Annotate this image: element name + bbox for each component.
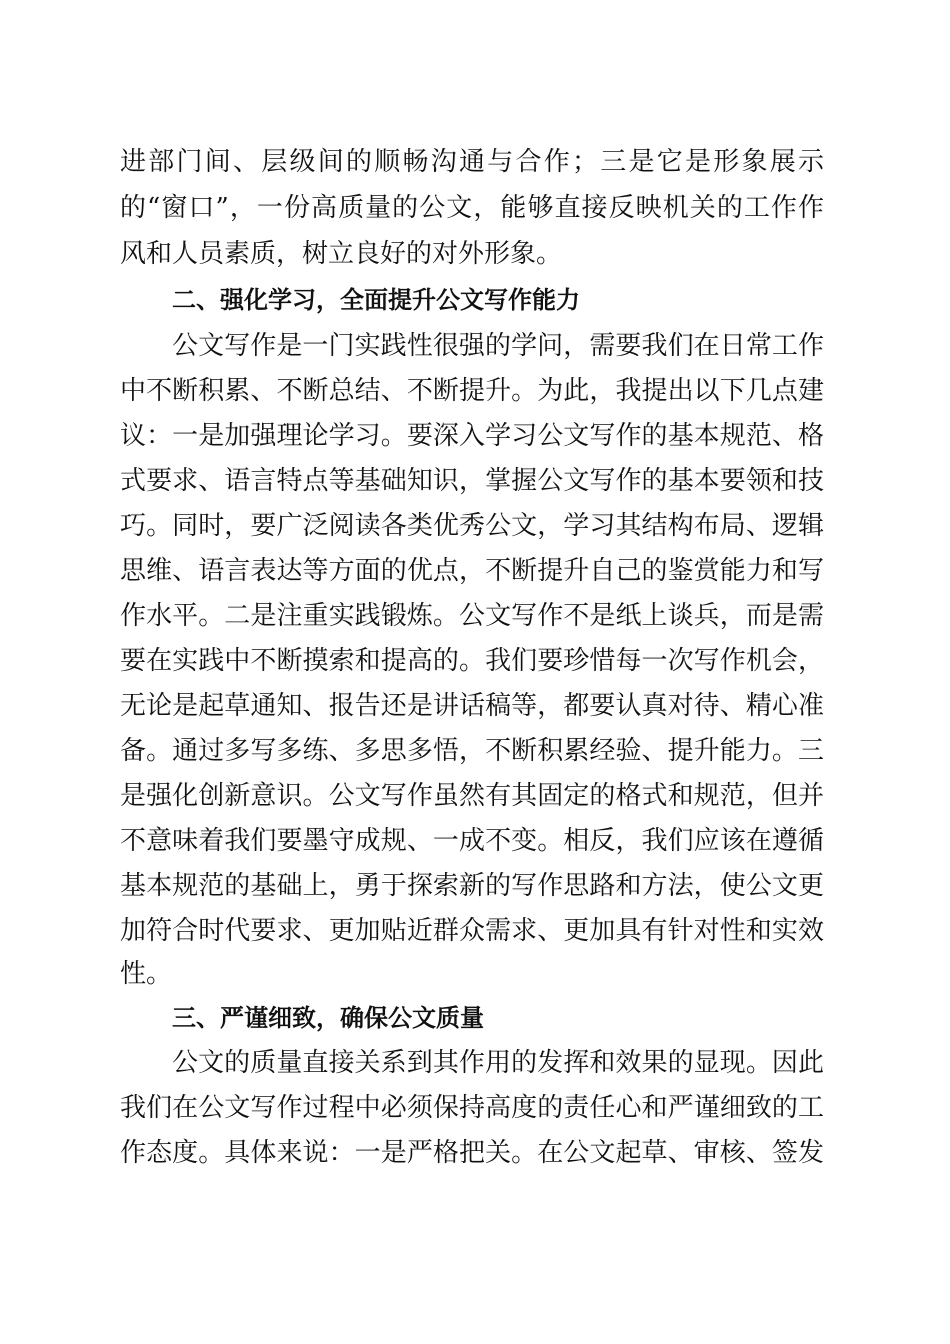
paragraph-line: 式要求、语言特点等基础知识，掌握公文写作的基本要领和技: [120, 466, 824, 496]
paragraph-line: 巧。同时，要广泛阅读各类优秀公文，学习其结构布局、逻辑: [120, 511, 824, 541]
paragraph-line: 不意味着我们要墨守成规、一成不变。相反，我们应该在遵循: [120, 826, 824, 856]
paragraph-line: 性。: [120, 959, 173, 989]
paragraph-line: 议：一是加强理论学习。要深入学习公文写作的基本规范、格: [120, 421, 824, 451]
paragraph-line: 进部门间、层级间的顺畅沟通与合作；三是它是形象展示: [120, 147, 824, 177]
paragraph-line: 加符合时代要求、更加贴近群众需求、更加具有针对性和实效: [120, 916, 824, 946]
paragraph-line: 的“窗口”，一份高质量的公文，能够直接反映机关的工作作: [120, 193, 824, 223]
paragraph-line: 基本规范的基础上，勇于探索新的写作思路和方法，使公文更: [120, 871, 824, 901]
paragraph-line: 无论是起草通知、报告还是讲话稿等，都要认真对待、精心准: [120, 691, 824, 721]
paragraph-line: 中不断积累、不断总结、不断提升。为此，我提出以下几点建: [120, 376, 824, 406]
paragraph-line: 作态度。具体来说：一是严格把关。在公文起草、审核、签发: [120, 1138, 824, 1168]
paragraph-line: 是强化创新意识。公文写作虽然有其固定的格式和规范，但并: [120, 781, 824, 811]
paragraph-line: 公文写作是一门实践性很强的学问，需要我们在日常工作: [172, 331, 824, 361]
section-heading-3: 三、严谨细致，确保公文质量: [172, 1004, 484, 1032]
paragraph-line: 作水平。二是注重实践锻炼。公文写作不是纸上谈兵，而是需: [120, 601, 824, 631]
paragraph-line: 思维、语言表达等方面的优点，不断提升自己的鉴赏能力和写: [120, 556, 824, 586]
paragraph-line: 公文的质量直接关系到其作用的发挥和效果的显现。因此: [172, 1048, 824, 1078]
section-heading-2: 二、强化学习，全面提升公文写作能力: [172, 286, 580, 314]
paragraph-line: 备。通过多写多练、多思多悟，不断积累经验、提升能力。三: [120, 736, 824, 766]
paragraph-line: 风和人员素质，树立良好的对外形象。: [120, 239, 563, 269]
paragraph-line: 要在实践中不断摸索和提高的。我们要珍惜每一次写作机会，: [120, 646, 824, 676]
paragraph-line: 我们在公文写作过程中必须保持高度的责任心和严谨细致的工: [120, 1093, 824, 1123]
